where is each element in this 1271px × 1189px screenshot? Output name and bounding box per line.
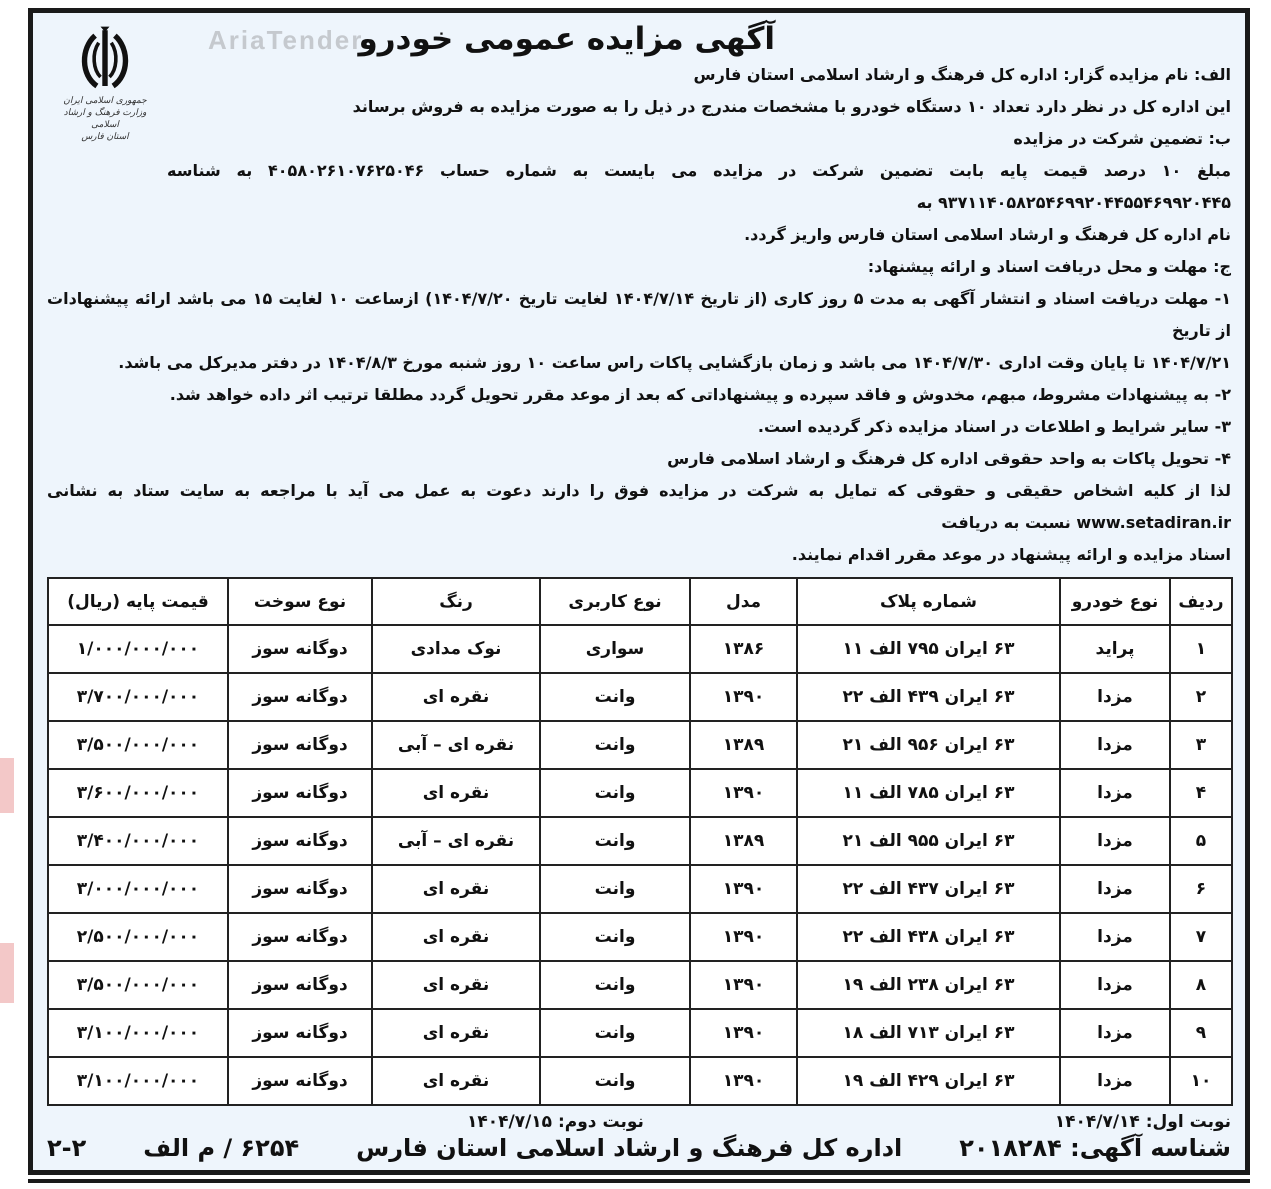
table-row xyxy=(48,817,1232,865)
table-cell: ۳/۰۰۰/۰۰۰/۰۰۰ xyxy=(48,865,228,913)
column-header: ردیف xyxy=(1170,578,1232,625)
table-cell: نوک مدادی xyxy=(372,625,540,673)
table-cell: مزدا xyxy=(1060,769,1170,817)
table-cell: ۶ xyxy=(1170,865,1232,913)
table-cell: ۶۳ ایران ۹۵۶ الف ۲۱ xyxy=(797,721,1060,769)
table-cell: مزدا xyxy=(1060,817,1170,865)
table-cell: ۱۳۹۰ xyxy=(690,769,797,817)
table-cell: ۴ xyxy=(1170,769,1232,817)
table-cell: ۶۳ ایران ۷۸۵ الف ۱۱ xyxy=(797,769,1060,817)
table-cell: ۸ xyxy=(1170,961,1232,1009)
table-cell: سواری xyxy=(540,625,690,673)
table-cell: مزدا xyxy=(1060,1057,1170,1105)
table-cell: نقره ای xyxy=(372,1009,540,1057)
table-cell: نقره ای xyxy=(372,865,540,913)
table-cell: وانت xyxy=(540,769,690,817)
table-cell: ۳/۱۰۰/۰۰۰/۰۰۰ xyxy=(48,1057,228,1105)
body-line: ۴- تحویل پاکات به واحد حقوقی اداره کل فرهنگ و ارشاد اسلامی فارس xyxy=(667,449,1231,468)
table-cell: ۷ xyxy=(1170,913,1232,961)
table-cell: نقره ای – آبی xyxy=(372,817,540,865)
body-line: ج: مهلت و محل دریافت اسناد و ارائه پیشنهاد: xyxy=(867,257,1231,276)
page-title: آگهی مزایده عمومی خودرو xyxy=(358,21,775,57)
table-cell: نقره ای xyxy=(372,913,540,961)
table-cell: ۶۳ ایران ۴۳۷ الف ۲۲ xyxy=(797,865,1060,913)
table-cell: مزدا xyxy=(1060,913,1170,961)
reference-code: ۶۲۵۴ / م الف xyxy=(143,1134,300,1162)
table-cell: وانت xyxy=(540,913,690,961)
edge-mark xyxy=(0,943,14,1003)
table-row xyxy=(48,1009,1232,1057)
divider xyxy=(28,1179,1250,1189)
table-cell: دوگانه سوز xyxy=(228,673,372,721)
table-cell: وانت xyxy=(540,961,690,1009)
table-cell: ۶۳ ایران ۷۱۳ الف ۱۸ xyxy=(797,1009,1060,1057)
table-cell: ۱۳۸۶ xyxy=(690,625,797,673)
table-cell: ۲ xyxy=(1170,673,1232,721)
body-line: ۱۴۰۴/۷/۲۱ تا پایان وقت اداری ۱۴۰۴/۷/۳۰ می باشد و زمان بازگشایی پاکات راس ساعت ۱۰ روز شنبه مورخ ۱۴۰۴/۸/۳ در دفتر مدیرکل می باشد. xyxy=(118,353,1231,372)
table-row xyxy=(48,961,1232,1009)
table-cell: وانت xyxy=(540,721,690,769)
table-cell: ۲/۵۰۰/۰۰۰/۰۰۰ xyxy=(48,913,228,961)
table-cell: ۶۳ ایران ۴۲۹ الف ۱۹ xyxy=(797,1057,1060,1105)
table-cell: مزدا xyxy=(1060,1009,1170,1057)
logo-text: وزارت فرهنگ و ارشاد اسلامی xyxy=(63,108,147,130)
table-cell: نقره ای xyxy=(372,1057,540,1105)
table-cell: نقره ای – آبی xyxy=(372,721,540,769)
table-cell: ۶۳ ایران ۲۳۸ الف ۱۹ xyxy=(797,961,1060,1009)
column-header: مدل xyxy=(690,578,797,625)
table-cell: ۳/۶۰۰/۰۰۰/۰۰۰ xyxy=(48,769,228,817)
table-row xyxy=(48,673,1232,721)
table-cell: ۱۳۹۰ xyxy=(690,913,797,961)
publish-dates xyxy=(47,1112,1231,1132)
watermark: AriaTender xyxy=(208,25,364,55)
iran-emblem-icon xyxy=(73,23,137,95)
table-cell: نقره ای xyxy=(372,673,540,721)
page-number: ۲-۲ xyxy=(47,1134,87,1162)
table-cell: ۱۳۹۰ xyxy=(690,1009,797,1057)
column-header: شماره پلاک xyxy=(797,578,1060,625)
table-cell: وانت xyxy=(540,865,690,913)
notice-body xyxy=(47,59,1231,571)
vehicles-table xyxy=(47,577,1233,1106)
table-cell: ۱۰ xyxy=(1170,1057,1232,1105)
column-header: نوع کاربری xyxy=(540,578,690,625)
table-cell: ۶۳ ایران ۴۳۸ الف ۲۲ xyxy=(797,913,1060,961)
table-cell: ۱۳۹۰ xyxy=(690,1057,797,1105)
table-cell: نقره ای xyxy=(372,961,540,1009)
body-line: الف: نام مزایده گزار: اداره کل فرهنگ و ارشاد اسلامی استان فارس xyxy=(693,65,1231,84)
table-cell: دوگانه سوز xyxy=(228,769,372,817)
table-cell: دوگانه سوز xyxy=(228,625,372,673)
table-cell: ۳/۴۰۰/۰۰۰/۰۰۰ xyxy=(48,817,228,865)
table-cell: نقره ای xyxy=(372,769,540,817)
body-line: ب: تضمین شرکت در مزایده xyxy=(1013,129,1231,148)
first-publish-date: نوبت اول: ۱۴۰۴/۷/۱۴ xyxy=(1054,1112,1231,1132)
table-cell: مزدا xyxy=(1060,721,1170,769)
table-cell: دوگانه سوز xyxy=(228,817,372,865)
table-cell: ۶۳ ایران ۹۵۵ الف ۲۱ xyxy=(797,817,1060,865)
auction-notice xyxy=(28,8,1250,1175)
table-row xyxy=(48,865,1232,913)
logo-text: جمهوری اسلامی ایران xyxy=(63,96,147,106)
column-header: نوع خودرو xyxy=(1060,578,1170,625)
body-line: این اداره کل در نظر دارد تعداد ۱۰ دستگاه خودرو با مشخصات مندرج در ذیل را به صورت مزایده به فروش برساند xyxy=(352,97,1231,116)
organization-name: اداره کل فرهنگ و ارشاد اسلامی استان فارس xyxy=(356,1134,903,1162)
table-cell: دوگانه سوز xyxy=(228,913,372,961)
table-cell: پراید xyxy=(1060,625,1170,673)
table-cell: ۳ xyxy=(1170,721,1232,769)
table-row xyxy=(48,769,1232,817)
footer-bar xyxy=(47,1134,1231,1162)
body-line: ۲- به پیشنهادات مشروط، مبهم، مخدوش و فاقد سپرده و پیشنهاداتی که بعد از موعد مقرر تحویل گردد مطلقا ترتیب اثر داده خواهد شد. xyxy=(169,385,1231,404)
table-cell: ۱/۰۰۰/۰۰۰/۰۰۰ xyxy=(48,625,228,673)
table-cell: دوگانه سوز xyxy=(228,1009,372,1057)
table-cell: وانت xyxy=(540,817,690,865)
table-cell: دوگانه سوز xyxy=(228,1057,372,1105)
table-cell: ۳/۷۰۰/۰۰۰/۰۰۰ xyxy=(48,673,228,721)
ad-id: شناسه آگهی: ۲۰۱۸۲۸۴ xyxy=(959,1134,1231,1162)
table-cell: ۳/۵۰۰/۰۰۰/۰۰۰ xyxy=(48,961,228,1009)
table-cell: دوگانه سوز xyxy=(228,721,372,769)
table-cell: وانت xyxy=(540,673,690,721)
table-cell: ۱۳۸۹ xyxy=(690,817,797,865)
table-cell: مزدا xyxy=(1060,961,1170,1009)
column-header: رنگ xyxy=(372,578,540,625)
government-logo xyxy=(53,23,157,143)
table-row xyxy=(48,625,1232,673)
table-cell: ۱ xyxy=(1170,625,1232,673)
table-cell: مزدا xyxy=(1060,673,1170,721)
table-cell: وانت xyxy=(540,1009,690,1057)
table-cell: ۵ xyxy=(1170,817,1232,865)
table-row xyxy=(48,913,1232,961)
table-cell: ۱۳۸۹ xyxy=(690,721,797,769)
table-cell: ۱۳۹۰ xyxy=(690,961,797,1009)
body-line: ۳- سایر شرایط و اطلاعات در اسناد مزایده ذکر گردیده است. xyxy=(757,417,1231,436)
table-cell: ۱۳۹۰ xyxy=(690,865,797,913)
table-header-row xyxy=(48,578,1232,625)
table-row xyxy=(48,1057,1232,1105)
table-cell: ۶۳ ایران ۴۳۹ الف ۲۲ xyxy=(797,673,1060,721)
table-cell: ۳/۱۰۰/۰۰۰/۰۰۰ xyxy=(48,1009,228,1057)
table-cell: ۹ xyxy=(1170,1009,1232,1057)
table-cell: ۱۳۹۰ xyxy=(690,673,797,721)
table-cell: ۳/۵۰۰/۰۰۰/۰۰۰ xyxy=(48,721,228,769)
table-cell: وانت xyxy=(540,1057,690,1105)
second-publish-date: نوبت دوم: ۱۴۰۴/۷/۱۵ xyxy=(467,1112,644,1132)
body-line: لذا از کلیه اشخاص حقیقی و حقوقی که تمایل به شرکت در مزایده فوق را دارند دعوت به عمل می آید با مراجعه به سایت ستاد به نشانی www.setadiran.ir نسبت به دریافت xyxy=(47,481,1231,532)
body-line: اسناد مزایده و ارائه پیشنهاد در موعد مقرر اقدام نمایند. xyxy=(791,545,1231,564)
column-header: نوع سوخت xyxy=(228,578,372,625)
table-row xyxy=(48,721,1232,769)
table-cell: مزدا xyxy=(1060,865,1170,913)
edge-mark xyxy=(0,758,14,813)
column-header: قیمت پایه (ریال) xyxy=(48,578,228,625)
body-line: نام اداره کل فرهنگ و ارشاد اسلامی استان فارس واریز گردد. xyxy=(744,225,1231,244)
table-cell: ۶۳ ایران ۷۹۵ الف ۱۱ xyxy=(797,625,1060,673)
body-line: مبلغ ۱۰ درصد قیمت پایه بابت تضمین شرکت در مزایده می بایست به شماره حساب ۴۰۵۸۰۲۶۱۰۷۶۲۵۰۴۶ به شناسه ۹۳۷۱۱۴۰۵۸۲۵۴۶۹۹۲۰۴۴۵۵۴۶۹۹۲۰۴۴۵ به xyxy=(167,161,1232,212)
table-cell: دوگانه سوز xyxy=(228,865,372,913)
table-cell: دوگانه سوز xyxy=(228,961,372,1009)
logo-text: استان فارس xyxy=(81,132,129,142)
body-line: ۱- مهلت دریافت اسناد و انتشار آگهی به مدت ۵ روز کاری (از تاریخ ۱۴۰۴/۷/۱۴ لغایت تاریخ ۱۴۰۴/۷/۲۰) ازساعت ۱۰ لغایت ۱۵ می باشد ارائه پیشنهادات از تاریخ xyxy=(47,289,1232,340)
